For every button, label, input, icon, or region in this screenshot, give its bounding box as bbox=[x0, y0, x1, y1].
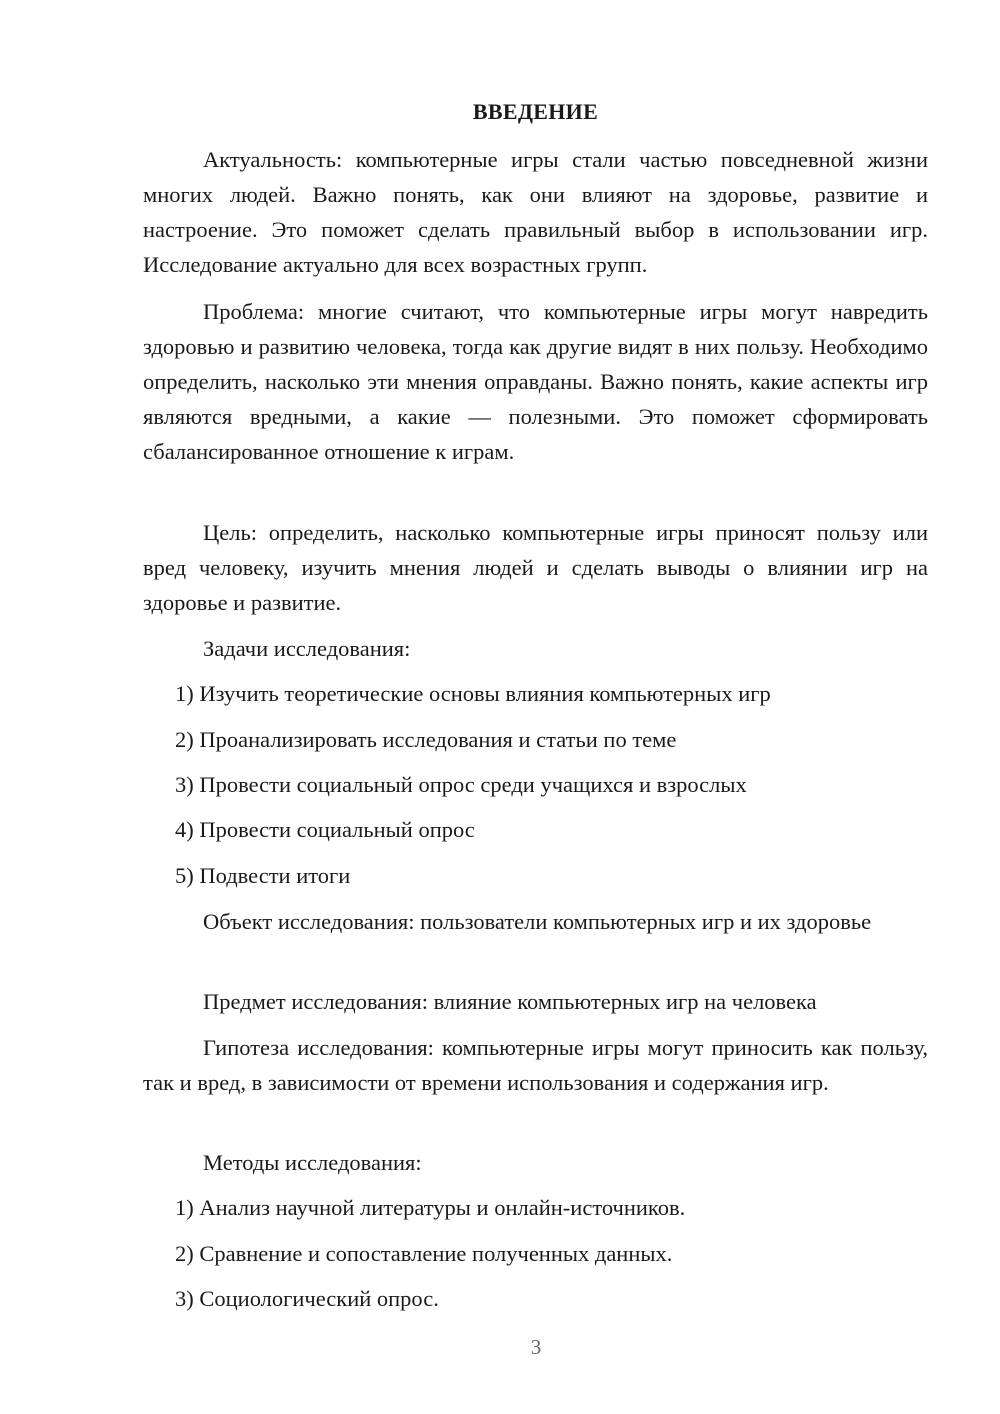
subject-paragraph: Предмет исследования: влияние компьютерных игр на человека bbox=[203, 989, 817, 1014]
page-title: ВВЕДЕНИЕ bbox=[472, 99, 599, 124]
task-item-5: 5) Подвести итоги bbox=[175, 863, 351, 888]
object-paragraph: Объект исследования: пользователи компьютерных игр и их здоровье bbox=[203, 909, 872, 934]
task-item-1: 1) Изучить теоретические основы влияния компьютерных игр bbox=[175, 681, 771, 706]
task-item-4: 4) Провести социальный опрос bbox=[175, 817, 475, 842]
task-item-3: 3) Провести социальный опрос среди учащихся и взрослых bbox=[175, 772, 747, 797]
method-item-3: 3) Социологический опрос. bbox=[175, 1286, 439, 1311]
tasks-heading: Задачи исследования: bbox=[203, 636, 411, 661]
relevance-paragraph: Актуальность: компьютерные игры стали частью повседневной жизни многих людей. Важно понять, как они влияют на здоровье, развитие и настроение. Это поможет сделать правильный выбор в использовании игр. Исследование актуально для всех возрастных групп. bbox=[143, 147, 928, 277]
method-item-1: 1) Анализ научной литературы и онлайн-источников. bbox=[175, 1195, 686, 1220]
task-item-2: 2) Проанализировать исследования и статьи по теме bbox=[175, 727, 677, 752]
hypothesis-paragraph: Гипотеза исследования: компьютерные игры могут приносить как пользу, так и вред, в зависимости от времени использования и содержания игр. bbox=[143, 1035, 928, 1095]
goal-paragraph: Цель: определить, насколько компьютерные игры приносят пользу или вред человеку, изучить мнения людей и сделать выводы о влиянии игр на здоровье и развитие. bbox=[143, 520, 928, 615]
methods-heading: Методы исследования: bbox=[203, 1150, 422, 1175]
method-item-2: 2) Сравнение и сопоставление полученных данных. bbox=[175, 1241, 673, 1266]
problem-paragraph: Проблема: многие считают, что компьютерные игры могут навредить здоровью и развитию человека, тогда как другие видят в них пользу. Необходимо определить, насколько эти мнения оправданы. Важно понять, какие аспекты игр являются вредными, а какие — полезными. Это поможет сформировать сбалансированное отношение к играм. bbox=[143, 299, 928, 464]
page-number: 3 bbox=[530, 1335, 542, 1359]
